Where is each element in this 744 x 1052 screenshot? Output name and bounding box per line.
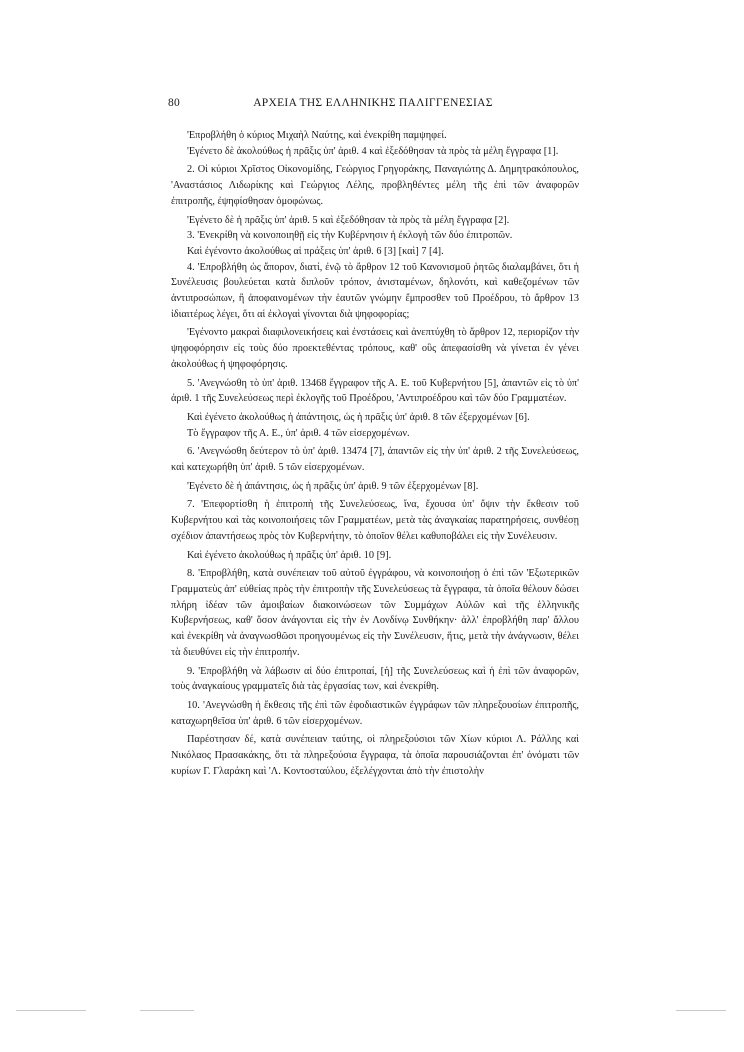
body-text: [171, 128, 579, 779]
paragraph: 10. 'Ανεγνώσθη ἡ ἔκθεσις τῆς ἐπὶ τῶν ἐφοδιαστικῶν ἐγγράφων τῶν πληρεξουσίων ἐπιτροπῆς, καταχωρηθεῖσα ὑπ' ἀριθ. 6 τῶν εἰσερχομένων.: [171, 699, 579, 727]
paragraph: 4. 'Επροβλήθη ὡς ἄπορον, διατί, ἐνῷ τὸ ἄρθρον 12 τοῦ Κανονισμοῦ ῥητῶς διαλαμβάνει, ὅτι ἡ Συνέλευσις βουλεύεται κατὰ διπλοῦν τρόπον, ἀνισταμένων, δηλονότι, καὶ καθεζομένων τῶν ἀντιπροσώπων, ἢ ἀποφαινομένων τὴν ἑαυτῶν γνώμην ἔμπροσθεν τοῦ Προέδρου, τὸ ἄρθρον 13 ἰδιαιτέρως λέγει, ὅτι αἱ ἐκλογαὶ γίνονται διὰ ψηφοφορίας;: [171, 261, 579, 320]
paragraph: 'Εγένετο δὲ ἡ πρᾶξις ὑπ' ἀριθ. 5 καὶ ἐξεδόθησαν τὰ πρὸς τὰ μέλη ἔγγραφα [2].: [187, 214, 510, 226]
paragraph: 2. Οἱ κύριοι Χρῖστος Οἰκονομίδης, Γεώργιος Γρηγοράκης, Παναγιώτης Δ. Δημητρακόπουλος, 'Αναστάσιος Λιδωρίκης καὶ Γεώργιος Λέλης, προβληθέντες μέλη τῆς ἐπὶ τῶν ἀναφορῶν ἐπιτροπῆς, ἐψηφίσθησαν ὁμοφώνως.: [171, 164, 579, 207]
scan-margin-marks: [0, 1010, 744, 1014]
page-header: [168, 97, 578, 113]
scan-mark: [16, 1010, 86, 1011]
paragraph: Καὶ ἐγένετο ἀκολούθως ἡ πρᾶξις ὑπ' ἀριθ. 10 [9].: [187, 549, 392, 561]
paragraph: Τὸ ἔγγραφον τῆς Α. Ε., ὑπ' ἀριθ. 4 τῶν εἰσερχομένων.: [187, 427, 410, 439]
scan-mark: [676, 1010, 726, 1011]
paragraph: 7. 'Επεφορτίσθη ἡ ἐπιτροπὴ τῆς Συνελεύσεως, ἵνα, ἔχουσα ὑπ' ὄψιν τὴν ἔκθεσιν τοῦ Κυβερνήτου καὶ τὰς κοινοποιήσεις τῶν Γραμματέων, μετὰ τὰς ἀναγκαίας παρατηρήσεις, συνθέσῃ σχέδιον ἀπαντήσεως πρὸς τὸν Κυβερνήτην, τὸ ὁποῖον θέλει καθυποβάλει εἰς τὴν Συνέλευσιν.: [171, 499, 579, 542]
paragraph: 'Εγένετο δὲ ἡ ἀπάντησις, ὡς ἡ πρᾶξις ὑπ' ἀριθ. 9 τῶν ἐξερχομένων [8].: [187, 480, 479, 492]
paragraph: 9. 'Επροβλήθη νὰ λάβωσιν αἱ δύο ἐπιτροπαί, [ἡ] τῆς Συνελεύσεως καὶ ἡ ἐπὶ τῶν ἀναφορῶν, τοὺς ἀναγκαίους γραμματεῖς διὰ τὰς ἐργασίας των, καὶ ἐνεκρίθη.: [171, 665, 579, 693]
paragraph: 'Επροβλήθη ὁ κύριος Μιχαὴλ Ναύτης, καὶ ἐνεκρίθη παμψηφεί.: [187, 130, 447, 141]
paragraph: Καὶ ἐγένετο ἀκολούθως ἡ ἀπάντησις, ὡς ἡ πρᾶξις ὑπ' ἀριθ. 8 τῶν ἐξερχομένων [6].: [187, 411, 530, 423]
paragraph: 3. 'Ενεκρίθη νὰ κοινοποιηθῇ εἰς τὴν Κυβέρνησιν ἡ ἐκλογὴ τῶν δύο ἐπιτροπῶν.: [187, 230, 513, 242]
paragraph: 'Εγένοντο μακραὶ διαφιλονεικήσεις καὶ ἐνστάσεις καὶ ἀνεπτύχθη τὸ ἄρθρον 12, περιορίζον τὴν ψηφοφόρησιν εἰς τοὺς δύο προεκτεθέντας τρόπους, καθ' οὓς ἀπεφασίσθη νὰ γίνεται ἐν γένει ἀκολούθως ἡ ψηφοφόρησις.: [171, 327, 579, 370]
page-number: 80: [168, 97, 181, 109]
paragraph: 5. 'Ανεγνώσθη τὸ ὑπ' ἀριθ. 13468 ἔγγραφον τῆς Α. Ε. τοῦ Κυβερνήτου [5], ἀπαντῶν εἰς τὸ ὑπ' ἀριθ. 1 τῆς Συνελεύσεως περὶ ἐκλογῆς τοῦ Προέδρου, 'Αντιπροέδρου καὶ τῶν δύο Γραμματέων.: [171, 377, 579, 405]
paragraph: 6. 'Ανεγνώσθη δεύτερον τὸ ὑπ' ἀριθ. 13474 [7], ἀπαντῶν εἰς τὴν ὑπ' ἀριθ. 2 τῆς Συνελεύσεως, καὶ κατεχωρήθη ὑπ' ἀριθ. 5 τῶν εἰσερχομένων.: [171, 446, 579, 474]
scan-mark: [140, 1010, 194, 1011]
running-title: ΑΡΧΕΙΑ ΤΗΣ ΕΛΛΗΝΙΚΗΣ ΠΑΛΙΓΓΕΝΕΣΙΑΣ: [253, 97, 493, 109]
paragraph: Καὶ ἐγένοντο ἀκολούθως αἱ πράξεις ὑπ' ἀριθ. 6 [3] [καὶ] 7 [4].: [187, 245, 444, 257]
paragraph: 'Εγένετο δὲ ἀκολούθως ἡ πρᾶξις ὑπ' ἀριθ. 4 καὶ ἐξεδόθησαν τὰ πρὸς τὰ μέλη ἔγγραφα [1].: [187, 145, 559, 157]
paragraph: 8. 'Επροβλήθη, κατὰ συνέπειαν τοῦ αὐτοῦ ἐγγράφου, νὰ κοινοποιήσῃ ὁ ἐπὶ τῶν 'Εξωτερικῶν Γραμματεὺς ἀπ' εὐθείας πρὸς τὴν ἐπιτροπὴν τῆς Συνελεύσεως τὰ ἔγγραφα, τὰ ὁποῖα θέλουν δώσει πλήρη ἰδέαν τῶν ἀμοιβαίων διακοινώσεων τῶν Συμμάχων Αὐλῶν καὶ τῆς ἑλληνικῆς Κυβερνήσεως, καθ' ὅσον ἀνάγονται εἰς τὴν ἐν Λονδίνῳ Συνθήκην· ἀλλ' ἐπροβλήθη παρ' ἄλλου καὶ ἐνεκρίθη νὰ ἀναγνωσθῶσι προηγουμένως εἰς τὴν Συνέλευσιν, ἥτις, μετὰ τὴν ἀνάγνωσιν, θέλει τὰ διευθύνει εἰς τὴν ἐπιτροπήν.: [171, 568, 579, 658]
paragraph: Παρέστησαν δέ, κατὰ συνέπειαν ταύτης, οἱ πληρεξούσιοι τῶν Χίων κύριοι Λ. Ράλλης καὶ Νικόλαος Πρασακάκης, ὅτι τὰ πληρεξούσια ἔγγραφα, τὰ ὁποῖα παρουσιάζονται ἐπ' ὀνόματι τῶν κυρίων Γ. Γλαράκη καὶ 'Λ. Κοντοσταύλου, ἐξελέγχονται ἀπὸ τὴν ἐπιστολὴν: [171, 734, 579, 777]
